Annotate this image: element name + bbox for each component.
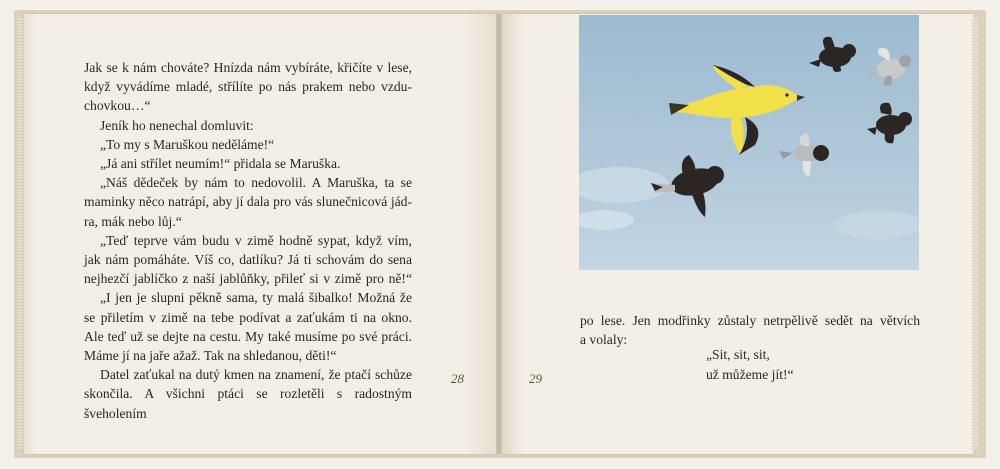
left-page-text (84, 58, 412, 423)
text-line: ra, mák nebo lůj.“ (84, 213, 182, 229)
text-line: Datel zaťukal na dutý kmen na znamení, že ptačí schůze (100, 367, 412, 383)
text-line: Jeník ho nenechal domluvit: (100, 117, 254, 133)
text-line: po lese. Jen modřinky zůstaly netrpělivě sedět na větvích (580, 313, 920, 328)
text-line: Máme jí na jaře ažaž. Tak na shledanou, děti!“ (84, 348, 337, 364)
text-line: když vyvádíme mladé, střílíte po nás prakem nebo vzdu- (84, 79, 412, 95)
right-page-text (580, 311, 920, 349)
text-line: Jak se k nám chováte? Hnízda nám vybíráte, křičíte v lese, (84, 60, 412, 75)
text-line: nejhezčí jablíčko z naší jablůňky, přileť si v zimě pro ně!“ (84, 271, 412, 287)
text-line: skončila. A všichni ptáci se rozletěli s radostným šveholením (84, 386, 412, 421)
text-line: „I jen je slupni pěkně sama, ty malá šibalko! Možná že (100, 290, 412, 306)
text-line: jak nám pomáháte. Víš co, datlíku? Já ti schovám do sena (84, 252, 412, 268)
text-line: se přiletím v zimě na tebe podívat a zaťukám ti na okno. (84, 309, 412, 325)
text-line: „Teď teprve vám budu v zimě hodně sypat, když vím, (100, 232, 412, 248)
text-line: „Náš dědeček by nám to nedovolil. A Maruška, ta se (100, 175, 412, 191)
poem-line: už můžeme jít!“ (706, 367, 794, 382)
page-number-left: 28 (451, 371, 464, 386)
poem-line: „Sit, sit, sit, (706, 347, 770, 362)
poem (706, 345, 794, 385)
text-line: a volaly: (580, 332, 628, 348)
book-spine (496, 14, 502, 454)
text-line: „To my s Maruškou neděláme!“ (100, 136, 275, 152)
text-line: chovkou…“ (84, 98, 151, 114)
text-line: maminky něco natrápí, aby jí dala pro vás slunečnicová jád- (84, 194, 412, 210)
birds-illustration (579, 15, 919, 270)
page-number-right: 29 (529, 371, 542, 386)
text-line: Ale teď už se dejte na cestu. My také musíme po své práci. (84, 328, 412, 344)
page-edges-right (972, 18, 978, 450)
text-line: „Já ani střílet neumím!“ přidala se Maruška. (100, 156, 341, 172)
